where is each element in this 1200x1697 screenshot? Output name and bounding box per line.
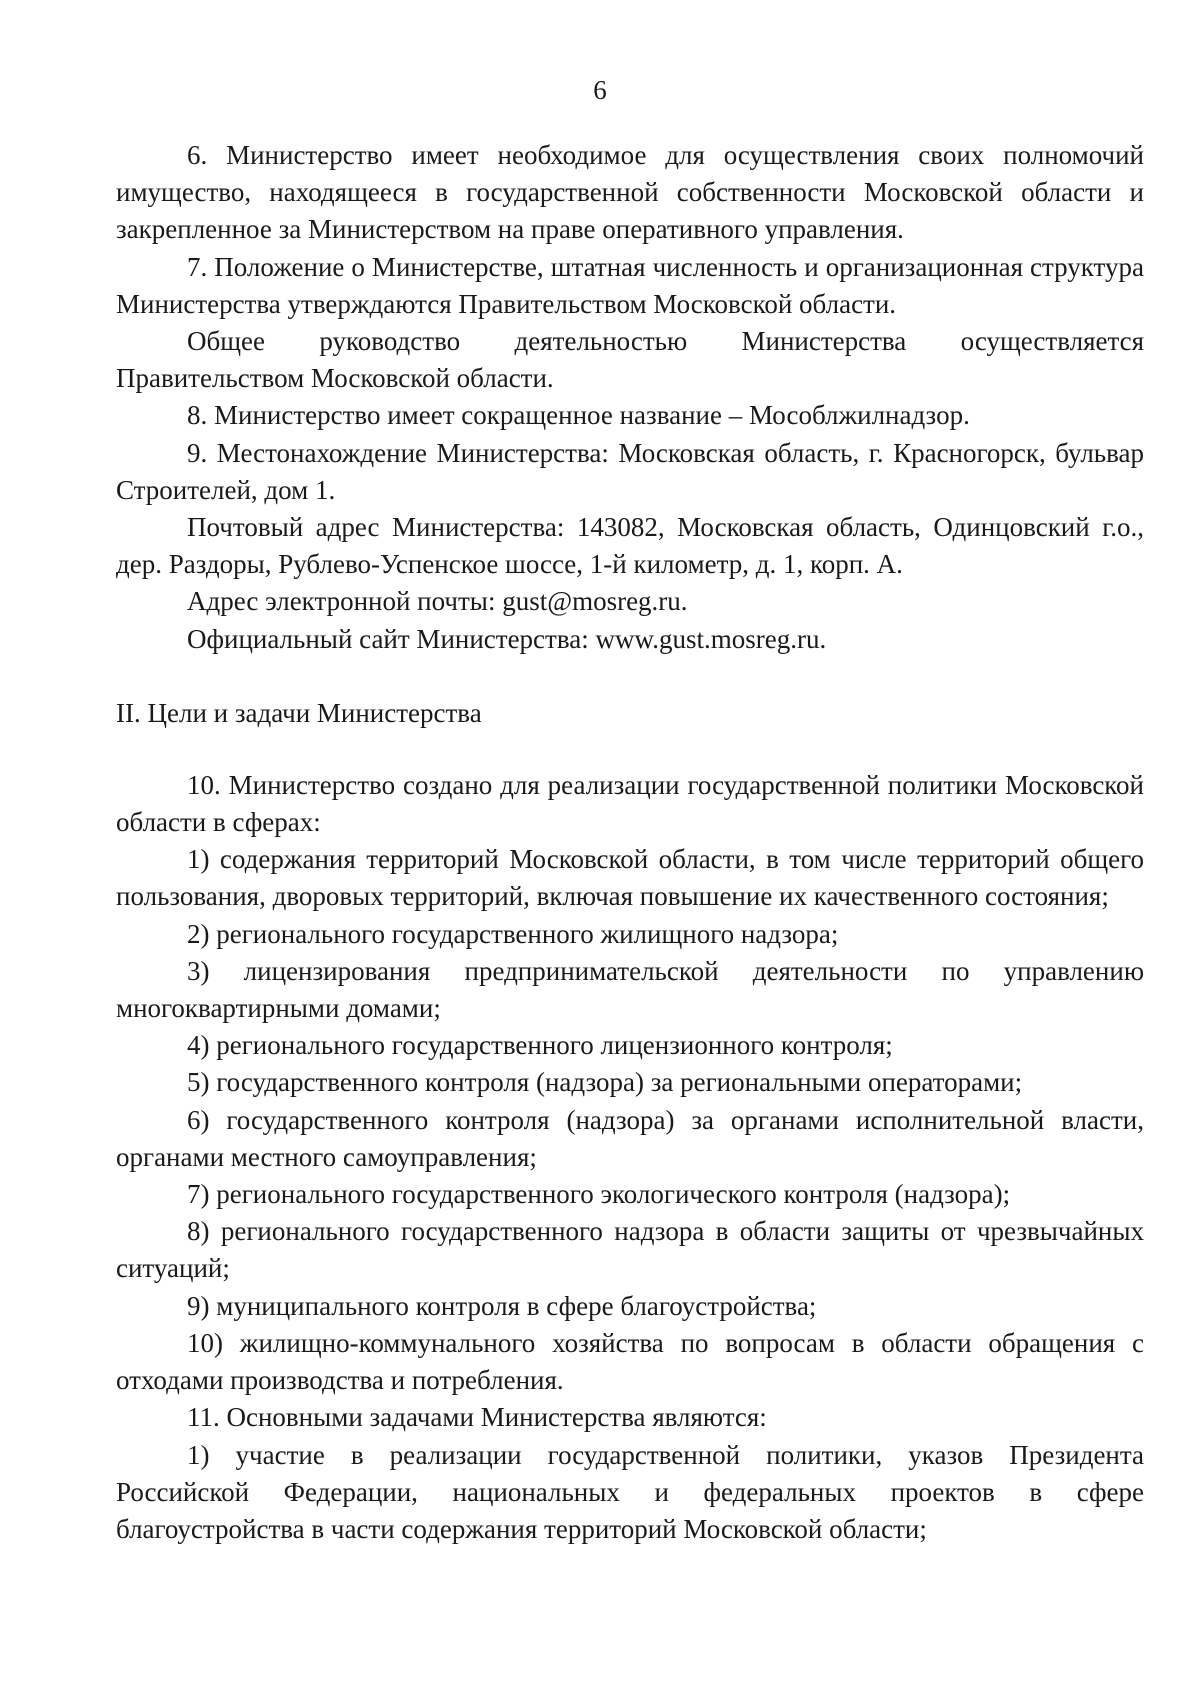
list-item-10-3: 3) лицензирования предпринимательской деятельности по управлению многоквартирными домами;	[116, 955, 1144, 1024]
document-body	[116, 137, 1144, 1548]
list-item-11-1: 1) участие в реализации государственной политики, указов Президента Российской Федерации, национальных и федеральных проектов в сфере благоустройства в части содержания территорий Московской области;	[116, 1439, 1144, 1544]
paragraph-9-website: Официальный сайт Министерства: www.gust.mosreg.ru.	[187, 623, 827, 654]
list-item-10-5: 5) государственного контроля (надзора) за региональными операторами;	[187, 1067, 1023, 1098]
list-item-10-6: 6) государственного контроля (надзора) за органами исполнительной власти, органами местного самоуправления;	[116, 1104, 1144, 1172]
paragraph-7-general-management: Общее руководство деятельностью Министерства осуществляется Правительством Московской области.	[116, 326, 1144, 394]
list-item-10-7: 7) регионального государственного экологического контроля (надзора);	[187, 1179, 1011, 1210]
list-item-10-2: 2) регионального государственного жилищного надзора;	[187, 918, 839, 949]
paragraph-6: 6. Министерство имеет необходимое для осуществления своих полномочий имущество, находящееся в государственной собственности Московской области и закрепленное за Министерством на праве оперативного управления.	[116, 140, 1144, 245]
paragraph-9: 9. Местонахождение Министерства: Московская область, г. Красногорск, бульвар Строителей, дом 1.	[116, 437, 1144, 505]
list-item-10-4: 4) регионального государственного лицензионного контроля;	[187, 1030, 893, 1061]
list-item-10-8: 8) регионального государственного надзора в области защиты от чрезвычайных ситуаций;	[116, 1216, 1144, 1284]
paragraph-8: 8. Министерство имеет сокращенное название – Мособлжилнадзор.	[187, 400, 970, 431]
list-item-10-9: 9) муниципального контроля в сфере благоустройства;	[187, 1290, 817, 1321]
section-heading: II. Цели и задачи Министерства	[116, 697, 482, 728]
list-item-10-10: 10) жилищно-коммунального хозяйства по вопросам в области обращения с отходами производства и потребления.	[116, 1327, 1144, 1396]
paragraph-10: 10. Министерство создано для реализации государственной политики Московской области в сферах:	[116, 769, 1144, 838]
paragraph-7: 7. Положение о Министерстве, штатная численность и организационная структура Министерства утверждаются Правительством Московской области.	[116, 251, 1144, 319]
page-number: 6	[593, 75, 607, 105]
list-item-10-1: 1) содержания территорий Московской области, в том числе территорий общего пользования, дворовых территорий, включая повышение их качественного состояния;	[116, 844, 1144, 912]
paragraph-9-email: Адрес электронной почты: gust@mosreg.ru.	[187, 586, 688, 617]
paragraph-9-postal-address: Почтовый адрес Министерства: 143082, Московская область, Одинцовский г.о., дер. Раздоры, Рублево-Успенское шоссе, 1-й километр, д. 1, корп. А.	[116, 512, 1144, 580]
paragraph-11: 11. Основными задачами Министерства являются:	[187, 1402, 767, 1433]
